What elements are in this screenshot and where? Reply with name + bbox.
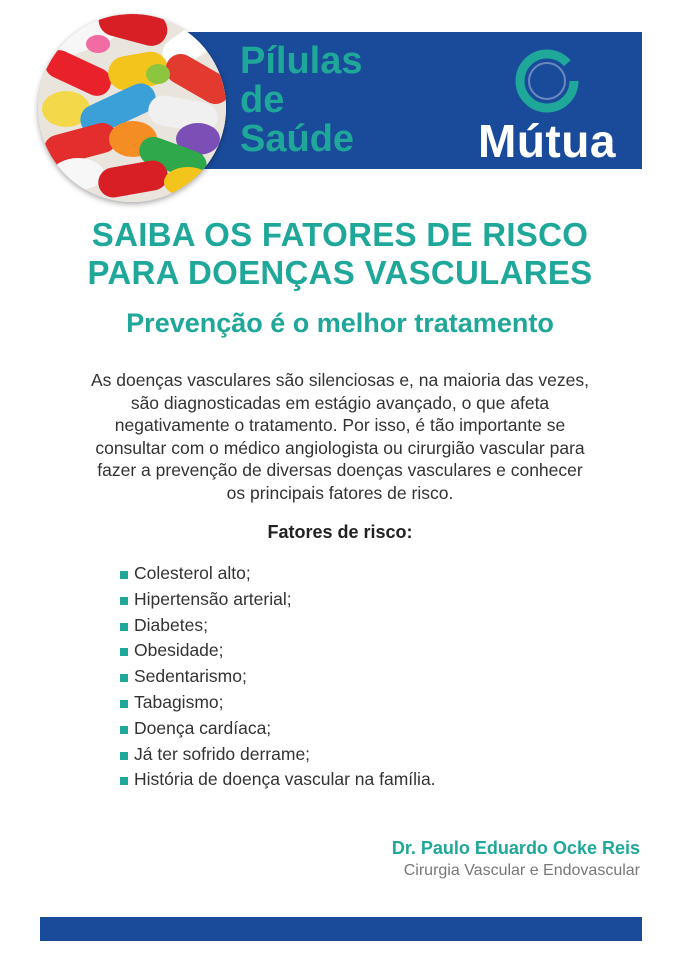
author-specialty: Cirurgia Vascular e Endovascular xyxy=(403,862,640,879)
bullet-icon xyxy=(120,648,128,656)
title-block xyxy=(20,216,660,340)
intro-line: negativamente o tratamento. Por isso, é tão importante se xyxy=(114,415,566,435)
brand-title-line: Saúde xyxy=(240,118,355,160)
author-name: Dr. Paulo Eduardo Ocke Reis xyxy=(391,838,640,858)
brand-title xyxy=(240,42,363,159)
risk-factors-list xyxy=(120,561,436,793)
bullet-icon xyxy=(120,674,128,682)
page-title-line: PARA DOENÇAS VASCULARES xyxy=(87,254,593,291)
bullet-icon xyxy=(120,700,128,708)
list-item xyxy=(120,742,436,768)
bullet-icon xyxy=(120,571,128,579)
list-item-text: Colesterol alto; xyxy=(134,563,251,583)
list-item xyxy=(120,664,436,690)
list-item-text: Tabagismo; xyxy=(134,691,224,712)
list-item-text: Já ter sofrido derrame; xyxy=(134,743,311,764)
list-item xyxy=(120,613,436,639)
list-item-text: Diabetes; xyxy=(134,614,208,635)
list-item xyxy=(120,767,436,793)
list-item xyxy=(120,638,436,664)
logo-wordmark: Mútua xyxy=(478,115,616,167)
intro-line: fazer a prevenção de diversas doenças vasculares e conhecer xyxy=(97,460,583,480)
intro-line: os principais fatores de risco. xyxy=(226,482,454,503)
bullet-icon xyxy=(120,726,128,734)
intro-paragraph xyxy=(40,369,640,504)
list-item-text: Obesidade; xyxy=(134,640,224,661)
list-item xyxy=(120,587,436,613)
footer-band xyxy=(40,917,642,941)
page-title-line: SAIBA OS FATORES DE RISCO xyxy=(91,216,589,253)
pills-photo xyxy=(38,14,226,202)
brand-title-line: Pílulas xyxy=(240,40,363,82)
bullet-icon xyxy=(120,777,128,785)
list-item xyxy=(120,690,436,716)
page-subtitle: Prevenção é o melhor tratamento xyxy=(126,308,554,338)
bullet-icon xyxy=(120,597,128,605)
brand-title-line: de xyxy=(240,79,285,121)
list-item xyxy=(120,716,436,742)
list-item-text: Sedentarismo; xyxy=(134,666,247,687)
pills-illustration xyxy=(38,14,226,202)
list-item xyxy=(120,561,436,587)
mutua-logo-icon xyxy=(512,46,582,116)
risk-factors-heading: Fatores de risco: xyxy=(267,522,413,542)
list-item-text: Hipertensão arterial; xyxy=(134,588,292,609)
list-item-text: História de doença vascular na família. xyxy=(134,769,436,790)
intro-line: são diagnosticadas em estágio avançado, o que afeta xyxy=(130,392,550,413)
bullet-icon xyxy=(120,623,128,631)
bullet-icon xyxy=(120,752,128,760)
intro-line: As doenças vasculares são silenciosas e, na maioria das vezes, xyxy=(90,370,590,390)
intro-line: consultar com o médico angiologista ou cirurgião vascular para xyxy=(95,437,585,458)
list-item-text: Doença cardíaca; xyxy=(134,717,272,738)
